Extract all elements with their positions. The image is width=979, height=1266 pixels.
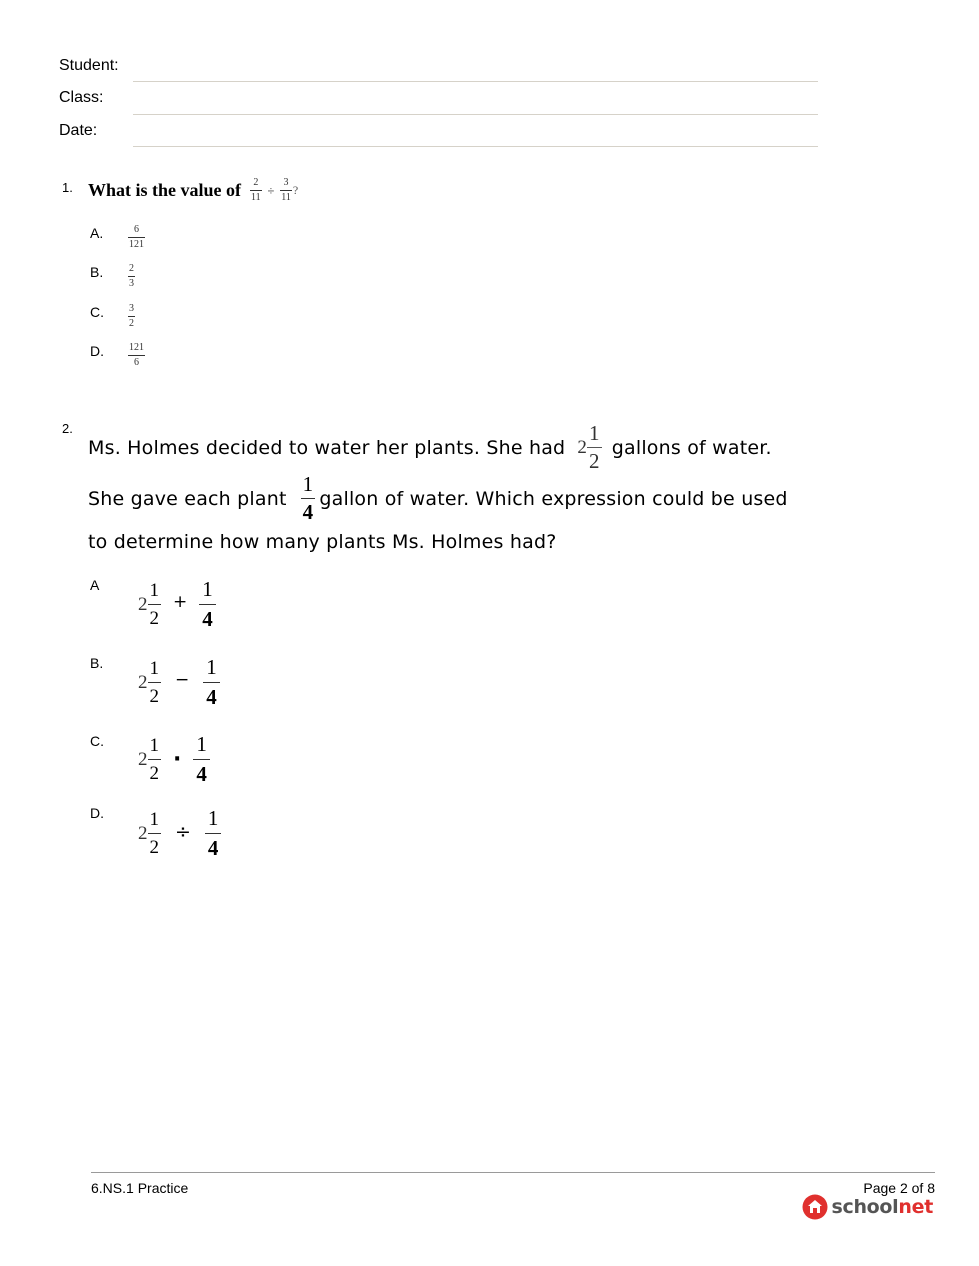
question-2-number: 2. (62, 421, 73, 436)
footer-title: 6.NS.1 Practice (91, 1180, 189, 1196)
q2-option-a-letter[interactable]: A (90, 577, 100, 593)
schoolnet-logo (802, 1194, 933, 1220)
class-label: Class: (59, 89, 104, 106)
brand-school: school (831, 1196, 899, 1218)
q2-option-a[interactable]: 2 $\frac{1}{2}$ + $\frac{1}{4}$ (138, 579, 216, 630)
q1-option-d[interactable]: $\frac{121}{6}$ (129, 342, 144, 368)
q1-option-b-letter[interactable]: B. (90, 264, 104, 280)
date-label: Date: (59, 122, 98, 139)
q1-question-mark: ? (292, 183, 299, 197)
q1-option-b[interactable]: $\frac{2}{3}$ (129, 263, 134, 289)
student-label: Student: (59, 57, 119, 74)
q2-option-b[interactable]: 2 $\frac{1}{2}$ − $\frac{1}{4}$ (138, 657, 220, 708)
q2-option-c-letter[interactable]: C. (90, 733, 104, 749)
question-2-line-1: Ms. Holmes decided to water her plants. She had 2 $\frac{1}{2}$ gallons of water. (88, 421, 772, 473)
q2-option-d-letter[interactable]: D. (90, 805, 104, 821)
q1-option-c-letter[interactable]: C. (90, 304, 104, 320)
q1-fraction-b: $\frac{3}{11}$ (281, 177, 291, 203)
q2-option-c[interactable]: 2 $\frac{1}{2}$ · $\frac{1}{4}$ (138, 734, 210, 785)
q2-option-b-letter[interactable]: B. (90, 655, 104, 671)
question-1-stem (88, 178, 298, 203)
q1-fraction-a: $\frac{2}{11}$ (251, 177, 261, 203)
date-field[interactable] (133, 146, 818, 147)
q2-fraction-quarter: $\frac{1}{4}$ (302, 472, 314, 524)
class-field[interactable] (133, 114, 818, 115)
question-2-line-2: She gave each plant $\frac{1}{4}$ gallon of water. Which expression could be used (88, 472, 788, 524)
q1-option-c[interactable]: $\frac{3}{2}$ (129, 303, 134, 329)
question-1-number: 1. (62, 180, 73, 195)
q1-option-a[interactable]: $\frac{6}{121}$ (129, 224, 144, 250)
page-number: Page 2 of 8 (863, 1180, 935, 1196)
q1-operator: ÷ (267, 183, 275, 198)
student-field[interactable] (133, 81, 818, 82)
question-2-line-3: to determine how many plants Ms. Holmes had? (88, 531, 557, 553)
q1-option-a-letter[interactable]: A. (90, 225, 104, 241)
home-icon (802, 1194, 828, 1220)
q2-mixed-number: 2 $\frac{1}{2}$ (577, 421, 600, 473)
brand-net: net (898, 1196, 933, 1218)
q2-option-d[interactable]: 2 $\frac{1}{2}$ ÷ $\frac{1}{4}$ (138, 808, 221, 859)
footer-divider (91, 1172, 935, 1173)
q1-option-d-letter[interactable]: D. (90, 343, 104, 359)
question-1-text: What is the value of (88, 180, 241, 200)
